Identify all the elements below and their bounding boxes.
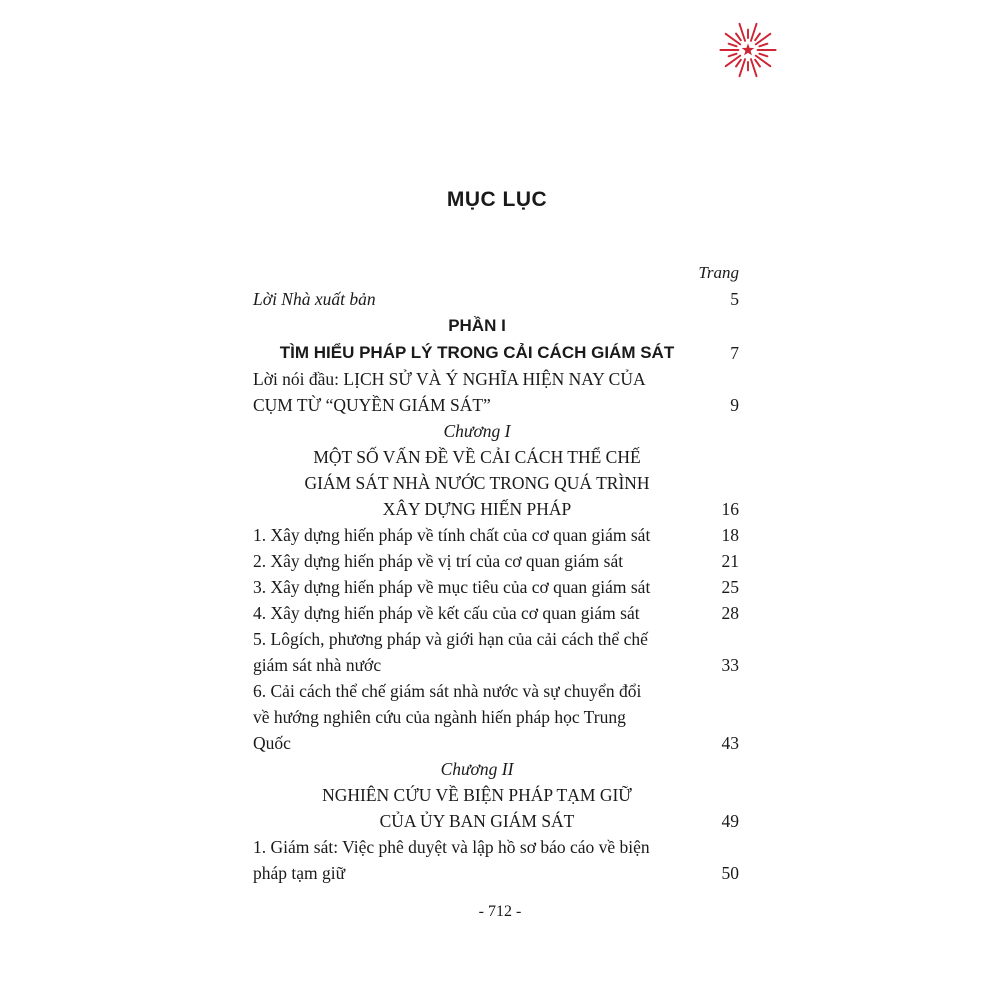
toc-content bbox=[253, 188, 741, 886]
publisher-emblem-icon bbox=[718, 20, 778, 80]
toc-entry-text bbox=[253, 678, 701, 756]
toc-entry bbox=[253, 834, 741, 886]
toc-page-number: 43 bbox=[721, 733, 739, 753]
toc-entry-line: Chương I bbox=[443, 421, 511, 441]
toc-entry-line: Quốc bbox=[253, 733, 291, 753]
toc-page-number: 49 bbox=[721, 811, 739, 831]
toc-entry bbox=[253, 312, 741, 366]
toc-page-number: 50 bbox=[721, 863, 739, 883]
toc-page-number: 9 bbox=[730, 395, 739, 415]
toc-entry-line: 2. Xây dựng hiến pháp về vị trí của cơ quan giám sát bbox=[253, 551, 624, 571]
toc-entry-line: pháp tạm giữ bbox=[253, 863, 346, 883]
toc-page-number: 28 bbox=[721, 603, 739, 623]
toc-entry bbox=[253, 756, 741, 782]
toc-entry-line: XÂY DỰNG HIẾN PHÁP bbox=[382, 499, 572, 519]
toc-entry-text bbox=[253, 286, 701, 312]
toc-entry-line: GIÁM SÁT NHÀ NƯỚC TRONG QUÁ TRÌNH bbox=[304, 473, 650, 493]
toc-page-number: 25 bbox=[721, 577, 739, 597]
toc-entry-text bbox=[253, 418, 701, 444]
toc-entry bbox=[253, 418, 741, 444]
toc-entry bbox=[253, 678, 741, 756]
toc-entry-text bbox=[253, 522, 701, 548]
toc-entry-line: Lời nói đầu: LỊCH SỬ VÀ Ý NGHĨA HIỆN NAY CỦA bbox=[253, 369, 646, 389]
toc-entry-text bbox=[253, 756, 701, 782]
page-column-header: Trang bbox=[698, 263, 739, 282]
toc-entry-line: về hướng nghiên cứu của ngành hiến pháp học Trung bbox=[253, 707, 626, 727]
toc-entry-text bbox=[253, 548, 701, 574]
toc-entry-line: 6. Cải cách thể chế giám sát nhà nước và sự chuyển đổi bbox=[253, 681, 642, 701]
toc-entry bbox=[253, 522, 741, 548]
toc-page-number: 5 bbox=[730, 289, 739, 309]
toc-entry bbox=[253, 286, 741, 312]
toc-entry-line: Lời Nhà xuất bản bbox=[253, 289, 376, 309]
toc-list bbox=[253, 286, 741, 886]
toc-entry-line: 4. Xây dựng hiến pháp về kết cấu của cơ quan giám sát bbox=[253, 603, 640, 623]
toc-entry-line: giám sát nhà nước bbox=[253, 655, 382, 675]
toc-entry-line: PHẦN I bbox=[448, 316, 506, 335]
page-number-footer: - 712 - bbox=[478, 903, 522, 920]
toc-entry-line: 1. Xây dựng hiến pháp về tính chất của cơ quan giám sát bbox=[253, 525, 651, 545]
toc-entry bbox=[253, 626, 741, 678]
toc-page-number: 7 bbox=[730, 343, 739, 363]
toc-entry-line: 3. Xây dựng hiến pháp về mục tiêu của cơ quan giám sát bbox=[253, 577, 651, 597]
page-title: MỤC LỤC bbox=[446, 188, 548, 211]
toc-entry-text bbox=[253, 600, 701, 626]
toc-entry-line: MỘT SỐ VẤN ĐỀ VỀ CẢI CÁCH THỂ CHẾ bbox=[313, 447, 641, 467]
toc-entry bbox=[253, 782, 741, 834]
toc-entry bbox=[253, 600, 741, 626]
toc-entry bbox=[253, 366, 741, 418]
toc-entry-line: 1. Giám sát: Việc phê duyệt và lập hồ sơ báo cáo về biện bbox=[253, 837, 650, 857]
toc-entry-line: 5. Lôgích, phương pháp và giới hạn của cải cách thể chế bbox=[253, 629, 648, 649]
toc-page-number: 21 bbox=[721, 551, 739, 571]
toc-entry-line: CỤM TỪ “QUYỀN GIÁM SÁT” bbox=[253, 395, 491, 415]
toc-page-number: 18 bbox=[721, 525, 739, 545]
toc-entry-text bbox=[253, 312, 701, 366]
toc-entry bbox=[253, 444, 741, 522]
toc-entry-text bbox=[253, 574, 701, 600]
toc-entry-text bbox=[253, 626, 701, 678]
toc-page-number: 33 bbox=[721, 655, 739, 675]
toc-entry-line: TÌM HIỂU PHÁP LÝ TRONG CẢI CÁCH GIÁM SÁT bbox=[279, 343, 675, 362]
toc-entry-line: Chương II bbox=[440, 759, 514, 779]
toc-entry bbox=[253, 548, 741, 574]
toc-entry bbox=[253, 574, 741, 600]
toc-entry-line: CỦA ỦY BAN GIÁM SÁT bbox=[379, 811, 575, 831]
toc-entry-text bbox=[253, 834, 701, 886]
toc-entry-text bbox=[253, 366, 701, 418]
toc-page-number: 16 bbox=[721, 499, 739, 519]
toc-entry-line: NGHIÊN CỨU VỀ BIỆN PHÁP TẠM GIỮ bbox=[322, 785, 632, 805]
toc-entry-text bbox=[253, 444, 701, 522]
toc-entry-text bbox=[253, 782, 701, 834]
